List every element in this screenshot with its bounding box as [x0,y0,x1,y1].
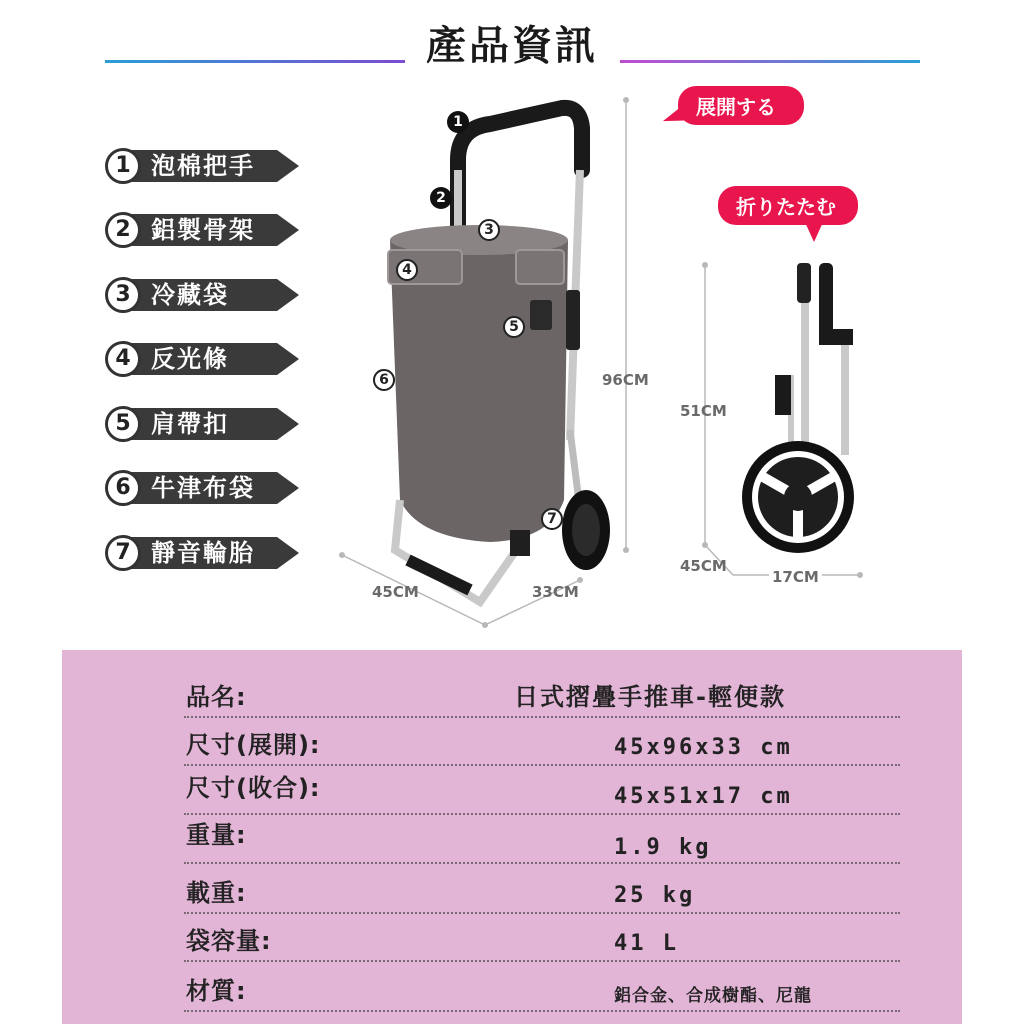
feature-label [105,406,300,442]
feature-text: 冷藏袋 [151,281,229,309]
spec-key: 材質: [186,977,247,1005]
feature-label [105,212,300,248]
title-rule-right [620,60,920,63]
callout-6: 6 [373,369,395,391]
feature-number: 5 [105,406,141,442]
feature-text: 泡棉把手 [151,152,255,180]
spec-row [184,916,900,962]
spec-key: 袋容量: [186,927,272,955]
spec-value: 45x51x17 cm [614,784,793,809]
feature-number: 4 [105,341,141,377]
feature-label [105,470,300,506]
callout-2: 2 [430,187,452,209]
spec-value: 鋁合金、合成樹酯、尼龍 [614,986,812,1006]
spec-value: 1.9 kg [614,835,712,860]
dim-open-width: 45CM [372,583,419,601]
title-rule-left [105,60,405,63]
cart-open-illustration [330,90,670,635]
feature-number: 7 [105,535,141,571]
dim-fold-height: 51CM [680,402,727,420]
callout-5: 5 [503,316,525,338]
spec-panel [62,650,962,1024]
bubble-open-text: 展開する [678,86,804,125]
spec-key: 載重: [186,879,247,907]
feature-label [105,535,300,571]
dim-open-depth: 33CM [532,583,579,601]
bubble-fold-text: 折りたたむ [718,186,858,225]
spec-key: 尺寸(展開): [186,731,321,759]
dim-fold-depth: 17CM [769,568,822,586]
feature-text: 靜音輪胎 [151,539,255,567]
dim-fold-width: 45CM [680,557,727,575]
spec-row [184,868,900,914]
callout-3: 3 [478,219,500,241]
spec-value: 25 kg [614,883,696,908]
feature-number: 6 [105,470,141,506]
spec-value: 日式摺疊手推車-輕便款 [514,683,786,711]
cart-folded-illustration [695,255,870,585]
spec-key: 品名: [186,683,247,711]
callout-1: 1 [447,111,469,133]
feature-number: 3 [105,277,141,313]
page-title: 產品資訊 [426,23,598,69]
feature-text: 鋁製骨架 [151,216,255,244]
spec-key: 尺寸(收合): [186,774,321,802]
spec-value: 41 L [614,931,679,956]
spec-row [184,672,900,718]
feature-text: 反光條 [151,345,229,373]
spec-row [184,966,900,1012]
spec-row [184,720,900,766]
callout-4: 4 [396,259,418,281]
feature-text: 牛津布袋 [151,474,255,502]
feature-number: 2 [105,212,141,248]
dim-open-height: 96CM [602,371,649,389]
spec-value: 45x96x33 cm [614,735,793,760]
spec-row [184,769,900,815]
feature-text: 肩帶扣 [151,410,229,438]
feature-label [105,148,300,184]
feature-number: 1 [105,148,141,184]
callout-7: 7 [541,508,563,530]
feature-label [105,341,300,377]
feature-label [105,277,300,313]
spec-key: 重量: [186,821,247,849]
spec-row [184,818,900,864]
